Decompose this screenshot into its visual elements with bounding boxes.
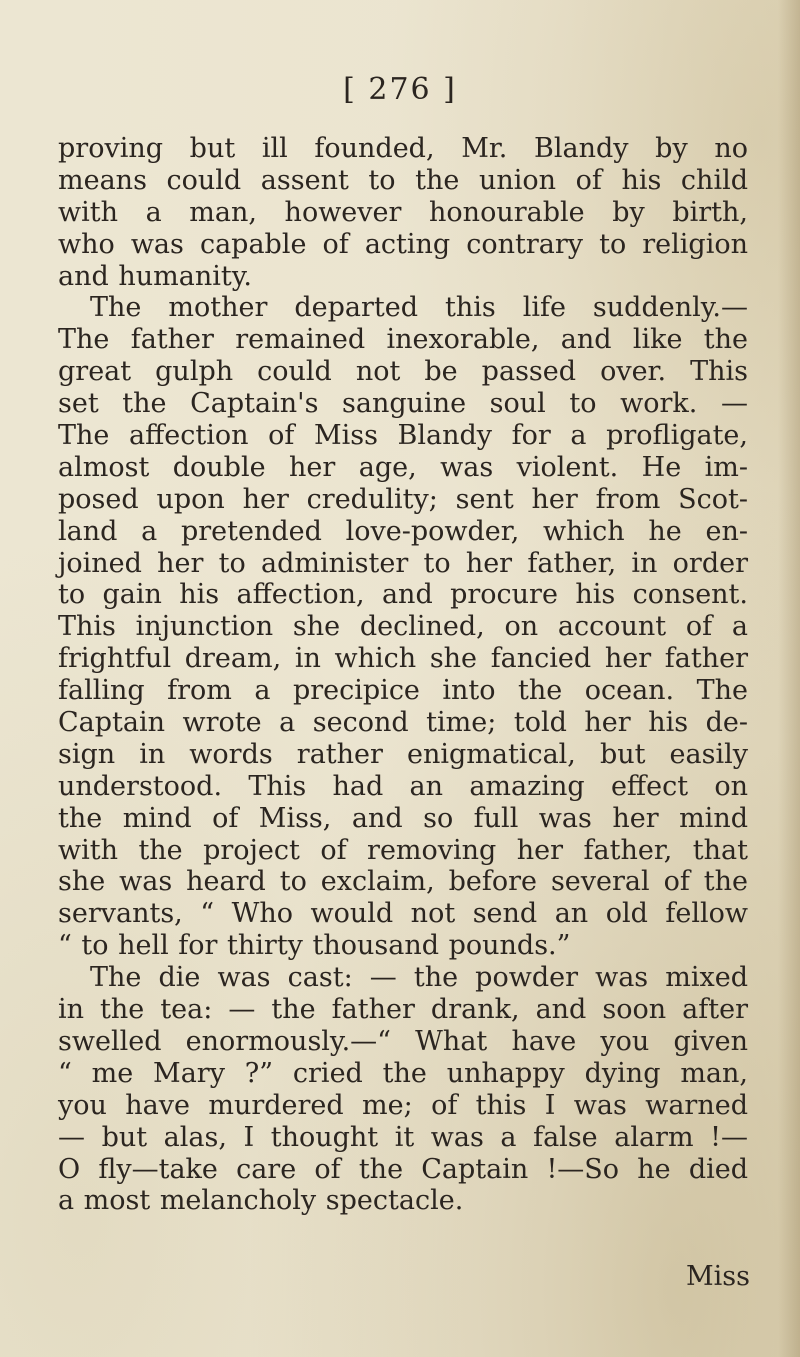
- text-line: servants, “ Who would not send an old fellow: [58, 898, 748, 930]
- text-line: “ to hell for thirty thousand pounds.”: [58, 930, 571, 962]
- text-line: land a pretended love-powder, which he en-: [58, 515, 748, 547]
- text-line: a most melancholy spectacle.: [58, 1185, 464, 1217]
- text-line: The mother departed this life suddenly.—: [90, 292, 748, 324]
- text-line: she was heard to exclaim, before several of the: [58, 866, 748, 898]
- text-line: Captain wrote a second time; told her his de-: [58, 707, 748, 739]
- body-text: [58, 133, 748, 1217]
- text-line: — but alas, I thought it was a false alarm !—: [58, 1121, 748, 1153]
- text-line: “ me Mary ?” cried the unhappy dying man,: [58, 1057, 748, 1089]
- text-line: in the tea: — the father drank, and soon after: [58, 994, 748, 1026]
- text-line: joined her to administer to her father, in order: [58, 547, 748, 579]
- text-line: The die was cast: — the powder was mixed: [90, 962, 748, 994]
- text-line: understood. This had an amazing effect on: [58, 770, 748, 802]
- text-line: and humanity.: [58, 260, 252, 292]
- text-line: with a man, however honourable by birth,: [58, 196, 748, 228]
- page-edge-shadow: [778, 0, 800, 1357]
- text-line: great gulph could not be passed over. This: [58, 356, 748, 388]
- text-line: frightful dream, in which she fancied her father: [58, 643, 748, 675]
- text-line: falling from a precipice into the ocean. The: [58, 675, 748, 707]
- text-line: proving but ill founded, Mr. Blandy by no: [58, 133, 748, 164]
- text-line: almost double her age, was violent. He im-: [58, 451, 748, 483]
- text-line: This injunction she declined, on account of a: [58, 611, 748, 643]
- page-number-header: [ 276 ]: [343, 72, 457, 107]
- text-line: The affection of Miss Blandy for a profligate,: [58, 420, 748, 452]
- text-line: swelled enormously.—“ What have you given: [58, 1025, 748, 1057]
- text-line: The father remained inexorable, and like the: [58, 324, 748, 356]
- catchword: Miss: [686, 1261, 750, 1292]
- text-line: means could assent to the union of his child: [58, 164, 748, 196]
- text-line: set the Captain's sanguine soul to work. —: [58, 388, 748, 420]
- text-line: sign in words rather enigmatical, but easily: [58, 738, 748, 770]
- text-line: you have murdered me; of this I was warned: [58, 1089, 748, 1121]
- text-line: the mind of Miss, and so full was her mind: [58, 802, 748, 834]
- text-line: posed upon her credulity; sent her from Scot-: [58, 483, 748, 515]
- text-line: to gain his affection, and procure his consent.: [58, 579, 748, 611]
- text-line: who was capable of acting contrary to religion: [58, 228, 748, 260]
- text-line: with the project of removing her father, that: [58, 834, 748, 866]
- text-line: O fly—take care of the Captain !—So he died: [58, 1153, 748, 1185]
